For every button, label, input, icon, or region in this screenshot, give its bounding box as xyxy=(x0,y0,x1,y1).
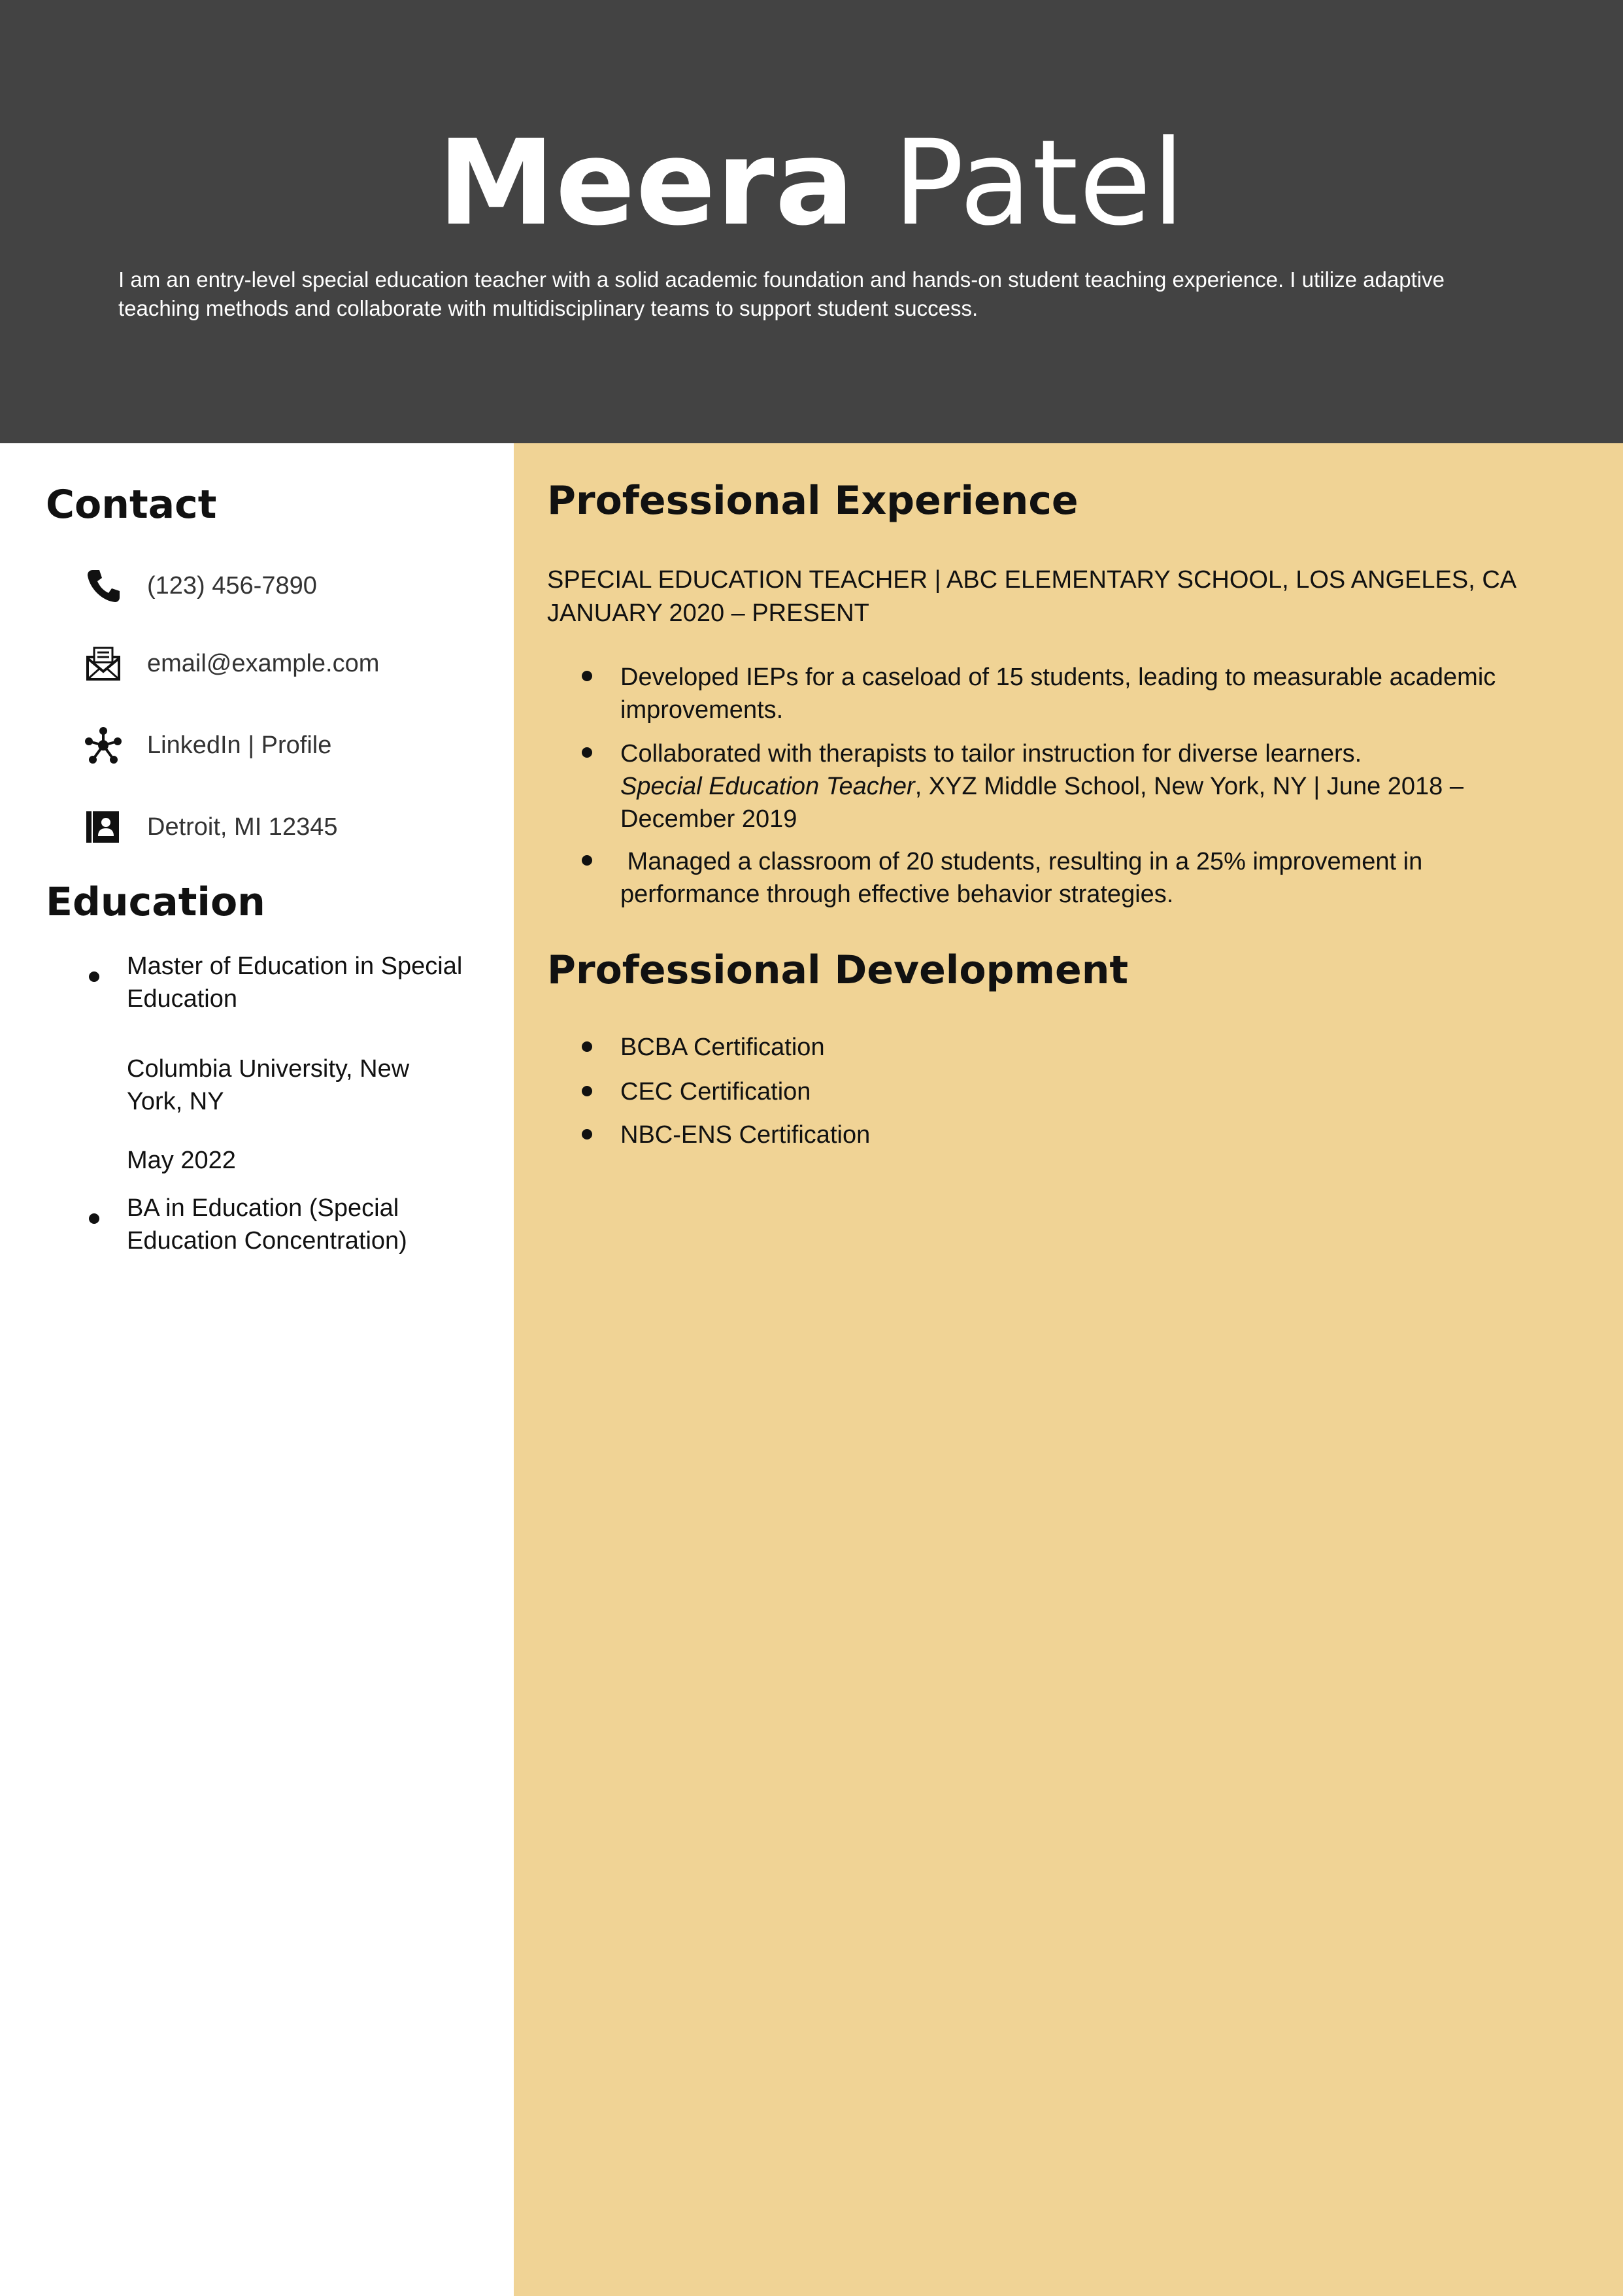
school-name xyxy=(127,1053,506,1118)
degree-line: Master of Education in Special xyxy=(127,953,463,980)
summary-text: I am an entry-level special education teacher with a solid academic foundation and hands-on student teaching experience. I utilize adaptive teaching methods and collaborate with multidisciplinary teams to support student success. xyxy=(118,267,1445,320)
bullet-line: Collaborated with therapists to tailor instruction for diverse learners. xyxy=(620,740,1362,768)
address-text: Detroit, MI 12345 xyxy=(147,813,338,841)
email-text: email@example.com xyxy=(147,650,380,677)
experience-heading: Professional Experience xyxy=(547,478,1079,524)
education-heading: Education xyxy=(46,879,265,925)
bullet-line: Managed a classroom of 20 students, resulting in a 25% improvement in xyxy=(620,848,1423,875)
main-content xyxy=(514,443,1623,2296)
linkedin-text[interactable]: LinkedIn | Profile xyxy=(147,732,332,759)
degree-line: Education xyxy=(127,985,238,1013)
first-name: Meera xyxy=(437,115,856,252)
development-heading: Professional Development xyxy=(547,947,1129,993)
bullet-line: improvements. xyxy=(620,696,784,724)
bullet xyxy=(582,747,592,758)
school-line: York, NY xyxy=(127,1088,224,1115)
bullet xyxy=(582,855,592,866)
bullet-line: performance through effective behavior strategies. xyxy=(620,881,1174,908)
degree-line: BA in Education (Special xyxy=(127,1194,399,1222)
degree-title xyxy=(127,1192,506,1257)
bullet-line xyxy=(620,770,1607,803)
network-icon xyxy=(84,726,123,765)
school-line: Columbia University, New xyxy=(127,1055,410,1083)
contact-address xyxy=(0,807,514,853)
contact-heading: Contact xyxy=(46,482,217,528)
bullet xyxy=(582,1129,592,1140)
job-dates: JANUARY 2020 – PRESENT xyxy=(547,599,869,627)
experience-bullet-2 xyxy=(620,737,1607,836)
resume-header xyxy=(0,0,1623,443)
graduation-date: May 2022 xyxy=(127,1147,236,1174)
phone-text: (123) 456-7890 xyxy=(147,572,317,599)
contact-phone xyxy=(0,566,514,612)
last-name: Patel xyxy=(893,115,1186,252)
bullet-line: December 2019 xyxy=(620,805,797,833)
envelope-icon xyxy=(84,644,123,683)
sidebar xyxy=(0,443,514,2296)
phone-icon xyxy=(84,566,123,605)
certification-item: BCBA Certification xyxy=(620,1034,825,1061)
contact-email xyxy=(0,644,514,690)
bullet xyxy=(582,671,592,681)
bullet xyxy=(582,1041,592,1052)
address-book-icon xyxy=(84,807,123,847)
previous-role: Special Education Teacher xyxy=(620,773,915,800)
job-title-line: SPECIAL EDUCATION TEACHER | ABC ELEMENTARY SCHOOL, LOS ANGELES, CA xyxy=(547,566,1517,594)
degree-line: Education Concentration) xyxy=(127,1227,407,1255)
bullet xyxy=(89,971,99,982)
degree-title xyxy=(127,950,506,1015)
candidate-name xyxy=(0,115,1623,252)
certification-item: NBC-ENS Certification xyxy=(620,1121,871,1149)
bullet-line: Developed IEPs for a caseload of 15 students, leading to measurable academic xyxy=(620,664,1496,691)
certification-item: CEC Certification xyxy=(620,1078,811,1106)
experience-bullet-3 xyxy=(620,845,1607,911)
previous-role-details: , XYZ Middle School, New York, NY | June 2018 – xyxy=(914,773,1464,800)
experience-bullet-1 xyxy=(620,661,1607,726)
bullet xyxy=(89,1213,99,1224)
contact-linkedin[interactable] xyxy=(0,726,514,771)
bullet xyxy=(582,1086,592,1096)
